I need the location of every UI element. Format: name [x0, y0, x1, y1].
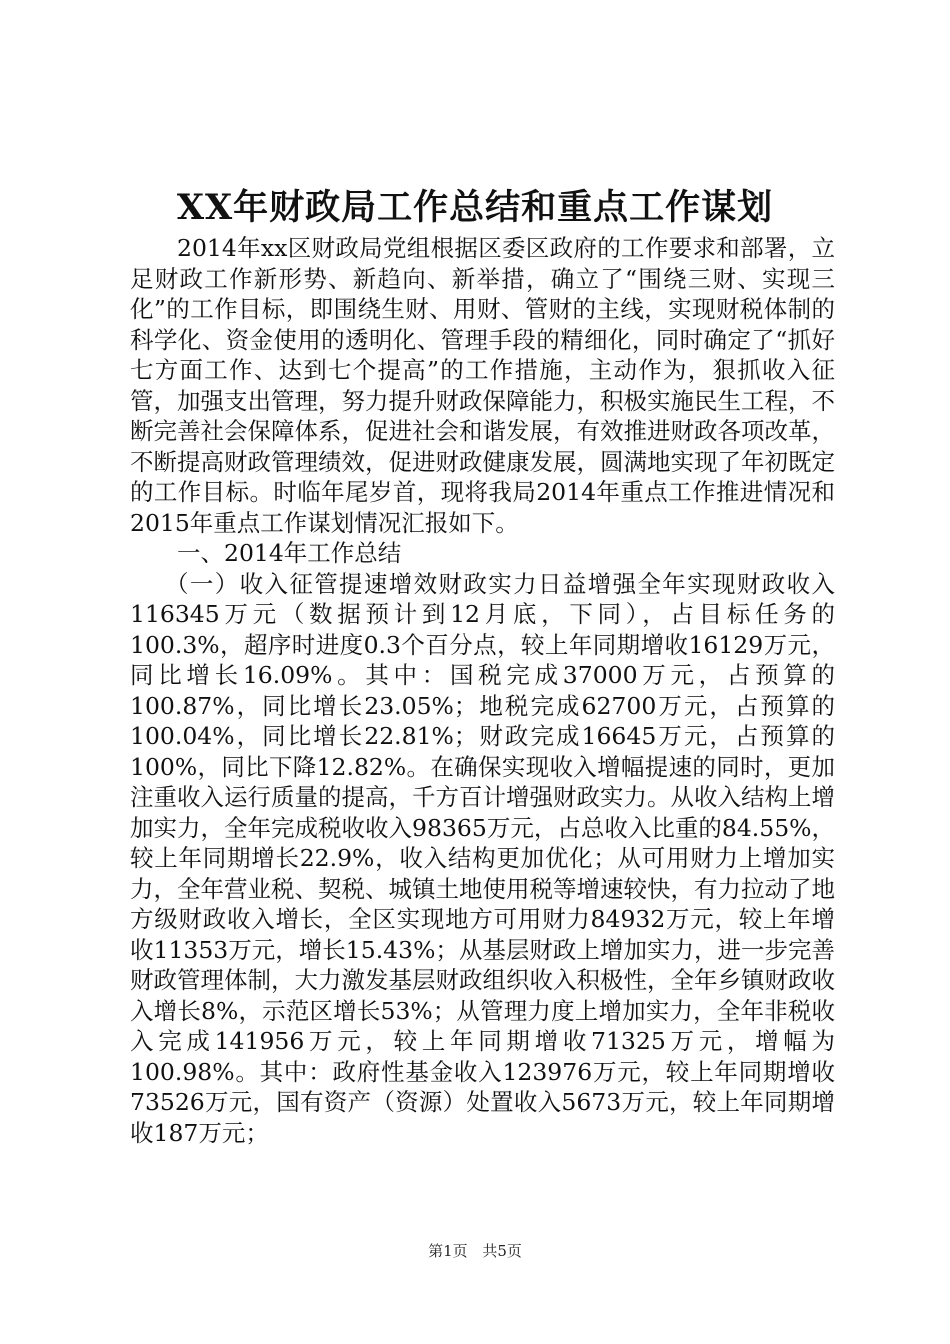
section-paragraph: （一）收入征管提速增效财政实力日益增强全年实现财政收入116345万元（数据预计到12月底，下同），占目标任务的100.3%，超序时进度0.3个百分点，较上年同期增收16129万元，同比增长16.09%。其中：国税完成37000万元，占预算的100.87%，同比增长23.05%；地税完成62700万元，占预算的100.04%，同比增长22.81%；财政完成16645万元，占预算的100%，同比下降12.82%。在确保实现收入增幅提速的同时，更加注重收入运行质量的提高，千方百计增强财政实力。从收入结构上增加实力，全年完成税收收入98365万元，占总收入比重的84.55%，较上年同期增长22.9%，收入结构更加优化；从可用财力上增加实力，全年营业税、契税、城镇土地使用税等增速较快，有力拉动了地方级财政收入增长，全区实现地方可用财力84932万元，较上年增收11353万元，增长15.43%；从基层财政上增加实力，进一步完善财政管理体制，大力激发基层财政组织收入积极性，全年乡镇财政收入增长8%，示范区增长53%；从管理力度上增加实力，全年非税收入完成141956万元，较上年同期增收71325万元，增幅为100.98%。其中：政府性基金收入123976万元，较上年同期增收73526万元，国有资产（资源）处置收入5673万元，较上年同期增收187万元；: [130, 569, 835, 1147]
document-title: XX年财政局工作总结和重点工作谋划: [176, 187, 774, 228]
page-number: 第1页: [428, 1242, 468, 1260]
document-body: [130, 233, 835, 1148]
page-footer: [0, 1241, 950, 1261]
section-heading: 一、2014年工作总结: [177, 539, 402, 567]
intro-paragraph: 2014年xx区财政局党组根据区委区政府的工作要求和部署，立足财政工作新形势、新趋向、新举措，确立了“围绕三财、实现三化”的工作目标，即围绕生财、用财、管财的主线，实现财税体制的科学化、资金使用的透明化、管理手段的精细化，同时确定了“抓好七方面工作、达到七个提高”的工作措施，主动作为，狠抓收入征管，加强支出管理，努力提升财政保障能力，积极实施民生工程，不断完善社会保障体系，促进社会和谐发展，有效推进财政各项改革，不断提高财政管理绩效，促进财政健康发展，圆满地实现了年初既定的工作目标。时临年尾岁首，现将我局2014年重点工作推进情况和2015年重点工作谋划情况汇报如下。: [130, 234, 835, 537]
page-total: 共5页: [482, 1242, 522, 1260]
